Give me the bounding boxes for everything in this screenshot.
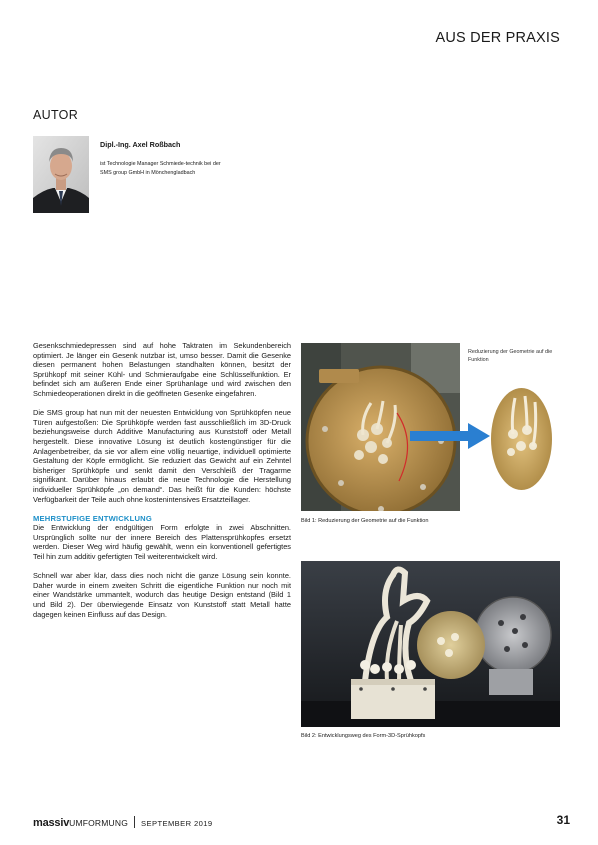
author-name: Dipl.-Ing. Axel Roßbach — [100, 140, 181, 149]
brand-massiv: massiv — [33, 817, 70, 829]
author-portrait-icon — [33, 136, 89, 213]
footer-divider — [134, 816, 135, 828]
article-body — [33, 341, 291, 629]
spray-head-evolution-icon — [301, 561, 560, 727]
author-photo — [33, 136, 89, 213]
section-title: AUS DER PRAXIS — [435, 30, 560, 46]
figure-2-image — [301, 561, 560, 727]
author-heading: AUTOR — [33, 108, 79, 122]
figure-1-detail-image — [491, 388, 552, 490]
arrow-right-icon — [410, 423, 490, 449]
article-paragraph: Die Entwicklung der endgültigen Form erfolgte in zwei Abschnitten. Ursprünglich sollte nur der innere Bereich des Plattensprühkopfes ersetzt werden. Dieser Weg wird häufig gewählt, wenn ein konventionell gefertigtes Teil hin zum additiv gefertigten Teil weiterentwickelt wird. — [33, 523, 291, 562]
spray-head-detail-icon — [491, 388, 552, 490]
article-paragraph: Gesenkschmiedepressen sind auf hohe Taktraten im Sekundenbereich optimiert. Je länger ein Gesenk nutzbar ist, umso besser. Damit die Gesenke diesen permanent hohen Belastungen standhalten können, besitzt der Sprühkopf mit seiner Kühl- und Schmieraufgabe eine Schlüsselfunktion. Er befindet sich am äußeren Ende einer Sprühanlage und wird zwischen den Schmiedeoperationen direkt in die geöffneten Gesenke eingefahren. — [33, 341, 291, 398]
issue-date: SEPTEMBER 2019 — [141, 819, 213, 828]
article-paragraph: Schnell war aber klar, dass dies noch nicht die ganze Lösung sein konnte. Daher wurde in einem zweiten Schritt die eigentliche Funktion nur noch mit einer Wandstärke ummantelt, wodurch das heutige Design entstand (Bild 1 und Bild 2). Der überwiegende Einsatz von Kunststoff statt Metall hatte dagegen keinen Einfluss auf das Design. — [33, 571, 291, 619]
article-paragraph: Die SMS group hat nun mit der neuesten Entwicklung von Sprühköpfen neue Türen aufgestoßen: Die Sprühköpfe werden fast ausschließlich im 3D-Druck beziehungsweise durch Additive Manufacturing aus Kunststoff oder Metall hergestellt. Diese innovative Lösung ist deutlich kostengünstiger für die Anlagenbetreiber, da sie vor allem eine völlig neuartige, individuell optimierte Gestaltung der Köpfe ermöglicht. Sie reduziert das Gewicht auf ein Zehntel bisheriger Sprühköpfe und senkt damit den Verschleiß der Tragarme signifikant. Darüber hinaus erlaubt die neue Technologie die Herstellung individueller Sprühköpfe „on demand“. Das heißt für die Kunden: höchste Verfügbarkeit der Teile auch ohne kostenintensives Ersatzteillager. — [33, 408, 291, 504]
page-number: 31 — [556, 813, 570, 827]
figure-1-note: Reduzierung der Geometrie auf die Funktion — [468, 349, 553, 363]
article-subheading: MEHRSTUFIGE ENTWICKLUNG — [33, 513, 152, 523]
figure-2-caption: Bild 2: Entwicklungsweg des Form-3D-Sprühkopfs — [301, 733, 426, 739]
author-bio: ist Technologie Manager Schmiede-technik bei der SMS group GmbH in Mönchengladbach — [100, 161, 221, 176]
footer-publication — [33, 816, 213, 829]
figure-1-caption: Bild 1: Reduzierung der Geometrie auf die Funktion — [301, 518, 429, 524]
brand-umformung: UMFORMUNG — [69, 818, 129, 828]
